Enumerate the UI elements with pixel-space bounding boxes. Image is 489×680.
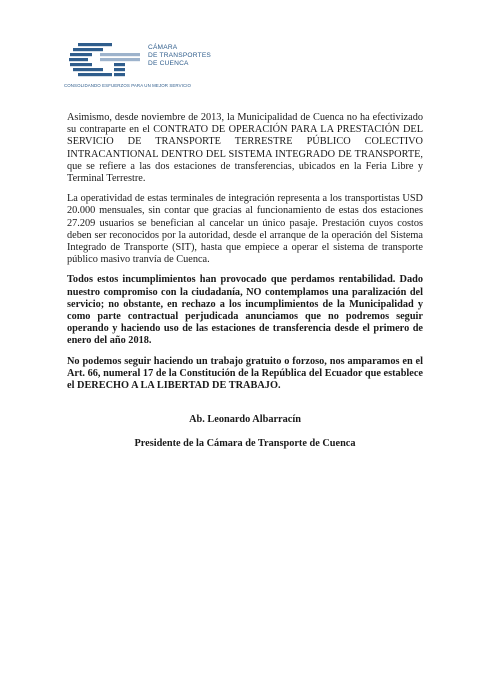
logo-line-1: CÁMARA	[148, 44, 178, 51]
signatory-name: Ab. Leonardo Albarracín	[189, 414, 301, 426]
logo-line-3: DE CUENCA	[148, 60, 189, 68]
paragraph-2: La operatividad de estas terminales de integración representa a los transportistas USD 20.000 mensuales, sin contar que gracias al funcionamiento de estas dos estaciones 27.209 usuarios se benefician al cancelar un único pasaje. Prestación cuyos costos deben ser reconocidos por la autoridad, desde el arranque de la operación del Sistema Integrado de Transporte (SIT), hasta que empiece a operar el sistema de transporte público masivo tranvía de Cuenca.	[67, 193, 423, 266]
paragraph-4: No podemos seguir haciendo un trabajo gratuito o forzoso, nos amparamos en el Art. 66, numeral 17 de la Constitución de la República del Ecuador que establece el DERECHO A LA LIBERTAD DE TRABAJO.	[67, 355, 423, 392]
letter-body	[67, 112, 423, 451]
logo-line-2: DE TRANSPORTES	[148, 52, 212, 60]
logo-wordmark	[148, 44, 211, 69]
ct-logo-icon	[64, 40, 144, 82]
chamber-logo	[64, 40, 224, 96]
logo-slogan: CONSOLIDANDO ESFUERZOS PARA UN MEJOR SERVICIO	[64, 83, 192, 88]
signatory-title: Presidente de la Cámara de Transporte de Cuenca	[134, 438, 356, 450]
paragraph-3: Todos estos incumplimientos han provocado que perdamos rentabilidad. Dado nuestro compromiso con la ciudadanía, NO contemplamos una paralización del servicio; no obstante, en rechazo a los incumplimientos de la Municipalidad y como parte contractual perjudicada anunciamos que no podremos seguir operando y haciendo uso de las estaciones de transferencia desde el primero de enero del año 2018.	[67, 274, 423, 347]
paragraph-1: Asimismo, desde noviembre de 2013, la Municipalidad de Cuenca no ha efectivizado su contraparte en el CONTRATO DE OPERACIÓN PARA LA PRESTACIÓN DEL SERVICIO DE TRANSPORTE TERRESTRE PÚBLICO COLECTIVO INTRACANTIONAL DENTRO DEL SISTEMA INTEGRADO DE TRANSPORTE, que se refiere a las dos estaciones de transferencias, ubicados en la Feria Libre y Terminal Terrestre.	[67, 112, 423, 185]
